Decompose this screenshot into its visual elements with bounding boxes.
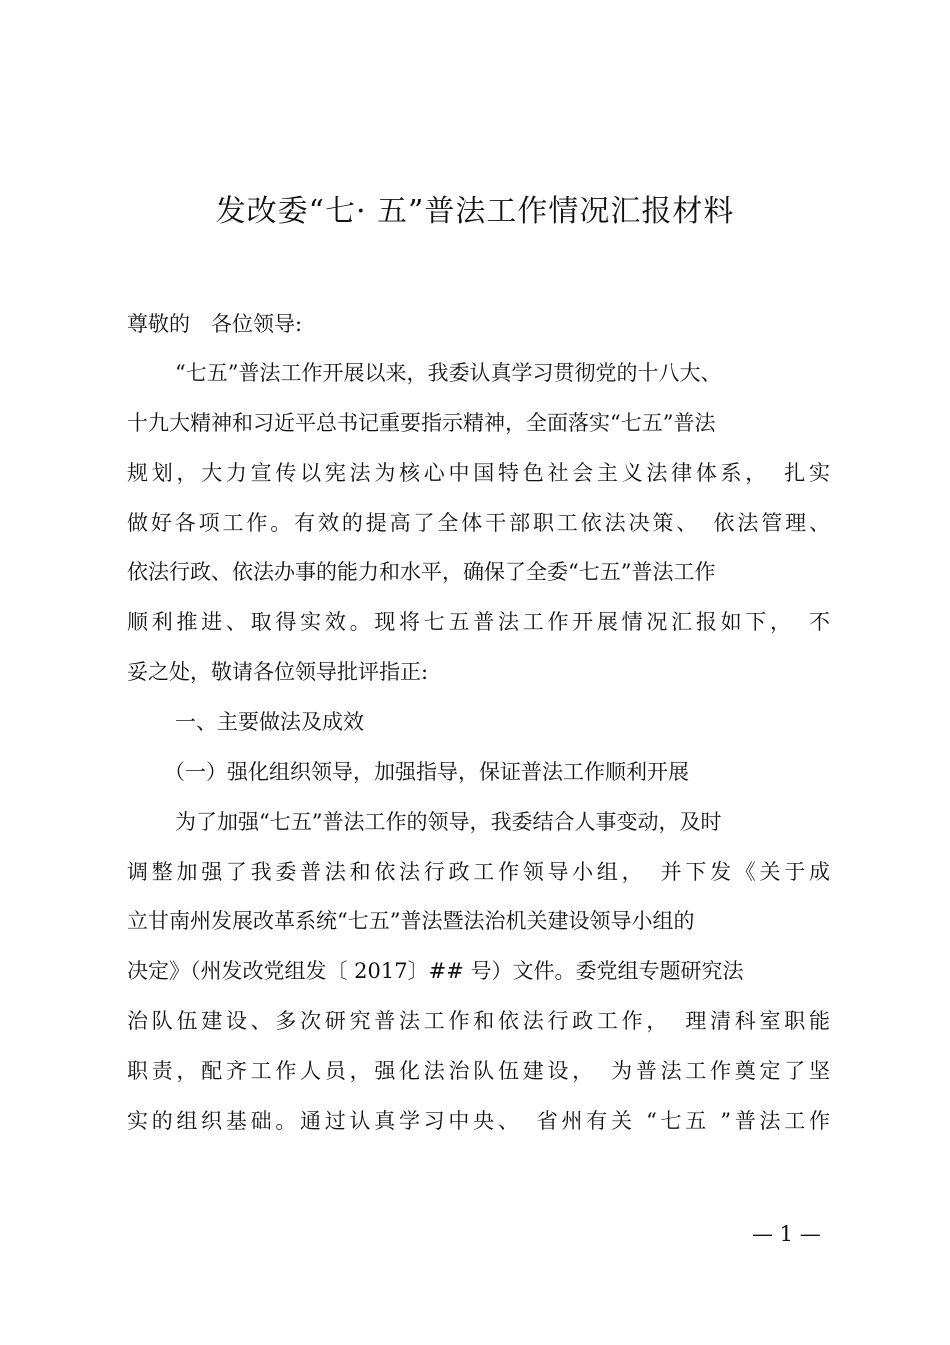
subsection-heading: （一）强化组织领导，加强指导，保证普法工作顺利开展 — [164, 760, 689, 784]
paragraph-line: 职责，配齐工作人员，强化法治队伍建设， 为普法工作奠定了坚 — [127, 1059, 830, 1083]
page-number: — 1 — — [752, 1222, 821, 1246]
document-title: 发改委“七· 五”普法工作情况汇报材料 — [215, 194, 735, 229]
salutation: 尊敬的 各位领导: — [127, 312, 303, 336]
paragraph-line: “七五”普法工作开展以来，我委认真学习贯彻党的十八大、 — [175, 361, 722, 385]
paragraph-line: 立甘南州发展改革系统“七五”普法暨法治机关建设领导小组的 — [127, 909, 695, 933]
paragraph-line: 妥之处，敬请各位领导批评指正: — [127, 660, 429, 684]
section-heading: 一、主要做法及成效 — [175, 710, 364, 734]
paragraph-line: 做好各项工作。有效的提高了全体干部职工依法决策、 依法管理、 — [127, 511, 830, 535]
paragraph-line: 调整加强了我委普法和依法行政工作领导小组， 并下发《关于成 — [127, 860, 830, 884]
paragraph-line: 顺利推进、取得实效。现将七五普法工作开展情况汇报如下， 不 — [127, 610, 830, 634]
paragraph-line: 依法行政、依法办事的能力和水平，确保了全委“七五”普法工作 — [127, 560, 716, 584]
paragraph-line: 实的组织基础。通过认真学习中央、 省州有关 “七五 ”普法工作 — [127, 1109, 830, 1133]
paragraph-line: 规划，大力宣传以宪法为核心中国特色社会主义法律体系， 扎实 — [127, 461, 830, 485]
paragraph-line: 决定》（州发改党组发〔 2017〕## 号）文件。委党组专题研究法 — [127, 959, 744, 983]
paragraph-line: 为了加强“七五”普法工作的领导，我委结合人事变动，及时 — [175, 810, 722, 834]
paragraph-line: 治队伍建设、多次研究普法工作和依法行政工作， 理清科室职能 — [127, 1009, 830, 1033]
paragraph-line: 十九大精神和习近平总书记重要指示精神，全面落实“七五”普法 — [127, 411, 716, 435]
